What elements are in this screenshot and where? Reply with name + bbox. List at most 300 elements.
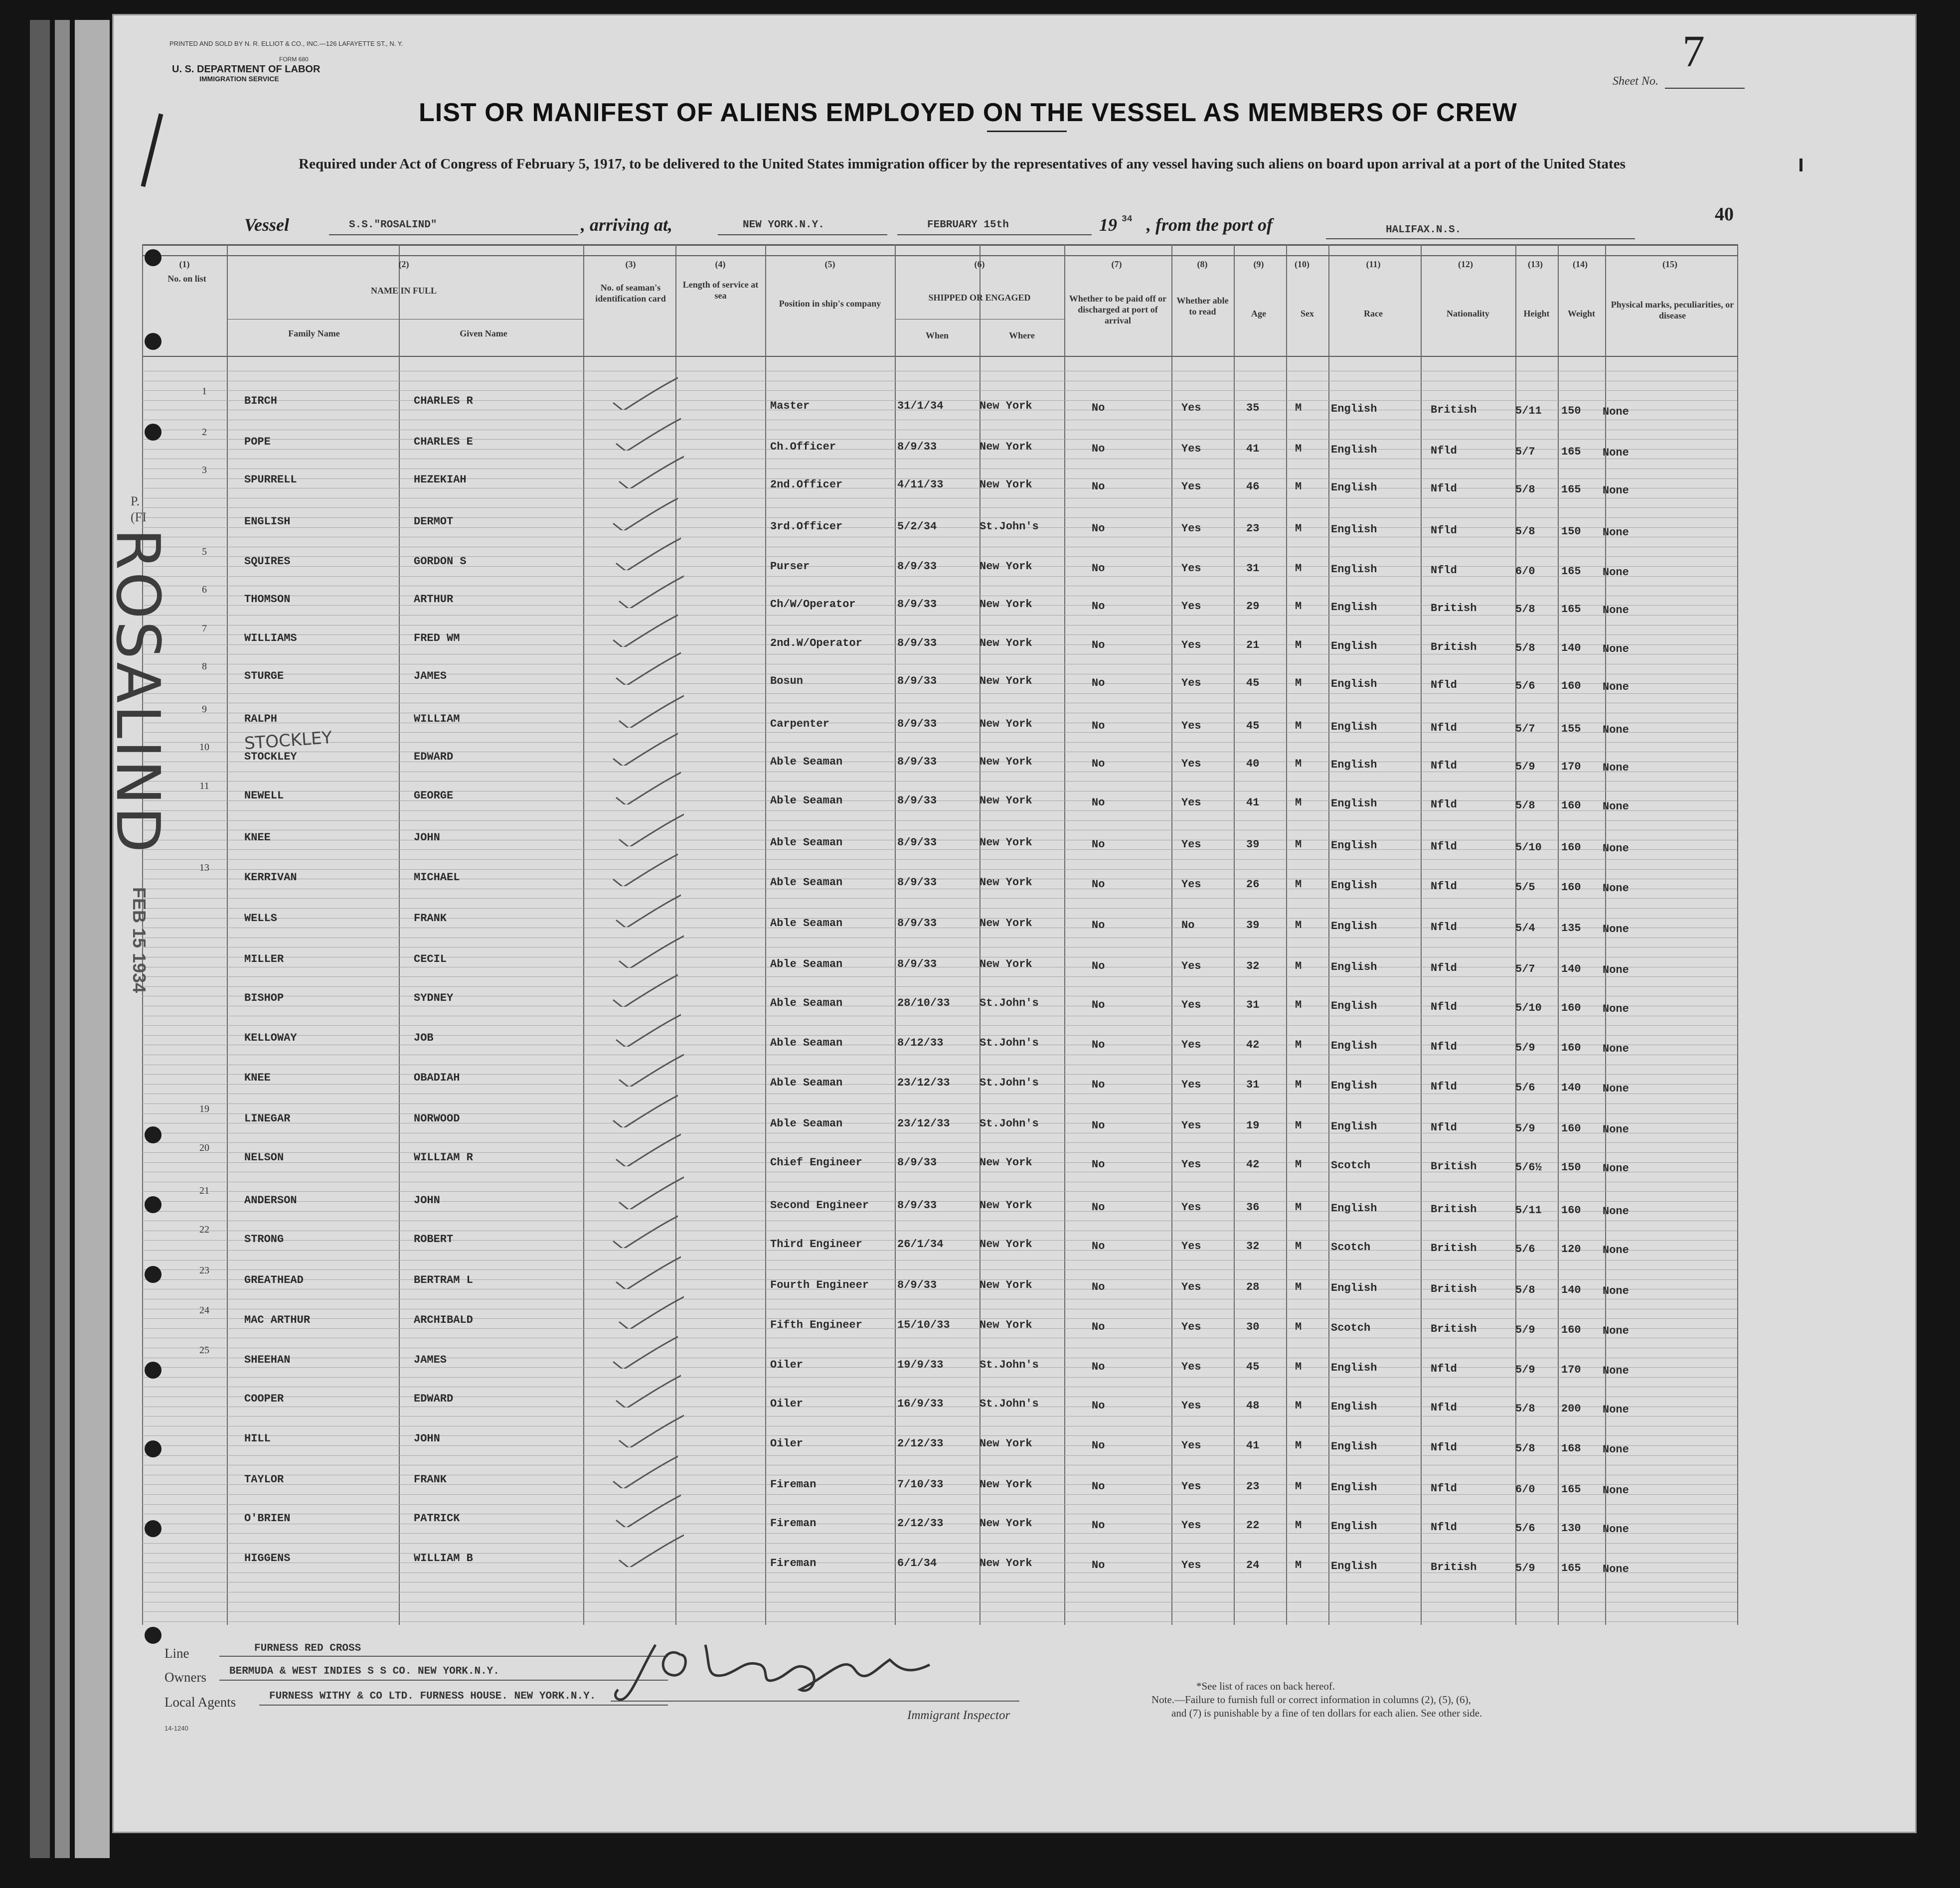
able-to-read-cell: Yes — [1181, 600, 1201, 613]
column-rule — [1737, 244, 1738, 1625]
nationality-cell: Nfld — [1431, 679, 1457, 691]
age-cell: 45 — [1246, 677, 1260, 689]
height-cell: 5/7 — [1515, 963, 1535, 975]
weight-cell: 200 — [1561, 1403, 1581, 1415]
grid-line — [142, 976, 1737, 977]
column-number: (12) — [1458, 259, 1473, 269]
position-cell: Chief Engineer — [770, 1156, 862, 1169]
row-number: 11 — [199, 781, 209, 791]
agents-label: Local Agents — [164, 1695, 236, 1710]
race-cell: English — [1331, 640, 1377, 652]
grid-line — [142, 1074, 1737, 1075]
nationality-cell: Nfld — [1431, 445, 1457, 457]
race-cell: English — [1331, 403, 1377, 415]
sex-cell: M — [1295, 522, 1302, 535]
height-cell: 5/11 — [1515, 1204, 1542, 1217]
column-rule — [1558, 244, 1559, 1625]
nationality-cell: Nfld — [1431, 1081, 1457, 1093]
physical-marks-cell: None — [1603, 1003, 1629, 1015]
column-number: (1) — [179, 259, 190, 269]
able-to-read-cell: Yes — [1181, 562, 1201, 575]
age-cell: 30 — [1246, 1321, 1260, 1333]
check-mark — [609, 1512, 684, 1567]
given-name-cell: EDWARD — [414, 751, 454, 763]
footnote-penalty-cont: and (7) is punishable by a fine of ten dollars for each alien. See other side. — [1171, 1707, 1482, 1719]
paid-off-cell: No — [1092, 1039, 1105, 1051]
paid-off-cell: No — [1092, 639, 1105, 651]
position-cell: 2nd.W/Operator — [770, 637, 862, 649]
grid-line — [142, 1553, 1737, 1554]
column-header: Length of service at sea — [682, 280, 759, 301]
paid-off-cell: No — [1092, 522, 1105, 535]
column-subheader: Given Name — [460, 328, 507, 338]
position-cell: Able Seaman — [770, 997, 843, 1009]
given-name-cell: JOHN — [414, 1432, 440, 1445]
given-name-cell: JOHN — [414, 831, 440, 844]
shipped-where-cell: New York — [980, 794, 1032, 807]
paid-off-cell: No — [1092, 720, 1105, 732]
grid-line — [142, 634, 1737, 635]
family-name-cell: HILL — [244, 1432, 271, 1445]
able-to-read-cell: Yes — [1181, 480, 1201, 493]
punch-hole — [145, 249, 162, 266]
race-cell: Scotch — [1331, 1241, 1371, 1254]
grid-line — [142, 517, 1737, 518]
physical-marks-cell: None — [1603, 762, 1629, 774]
sex-cell: M — [1295, 1039, 1302, 1051]
margin-mark — [1799, 158, 1802, 171]
shipped-where-cell: New York — [980, 718, 1032, 730]
given-name-cell: DERMOT — [414, 515, 454, 528]
given-name-cell: NORWOOD — [414, 1112, 460, 1125]
able-to-read-cell: Yes — [1181, 1559, 1201, 1572]
row-number: 25 — [199, 1345, 209, 1356]
able-to-read-cell: Yes — [1181, 960, 1201, 972]
column-rule — [583, 244, 584, 1625]
position-cell: Oiler — [770, 1359, 804, 1371]
vessel-underline — [329, 234, 578, 235]
sex-cell: M — [1295, 720, 1302, 732]
from-underline — [1326, 238, 1635, 239]
column-rule — [1171, 244, 1172, 1625]
physical-marks-cell: None — [1603, 526, 1629, 539]
age-cell: 41 — [1246, 1439, 1260, 1452]
position-cell: Able Seaman — [770, 958, 843, 970]
family-name-cell: ANDERSON — [244, 1194, 297, 1207]
grid-line — [142, 1543, 1737, 1544]
sex-cell: M — [1295, 562, 1302, 575]
age-cell: 28 — [1246, 1281, 1260, 1293]
column-number: (6) — [974, 259, 985, 269]
given-name-cell: GEORGE — [414, 789, 454, 802]
grid-line — [142, 1621, 1737, 1622]
physical-marks-cell: None — [1603, 923, 1629, 936]
sex-cell: M — [1295, 1439, 1302, 1452]
sheet-edge — [55, 20, 70, 1858]
weight-cell: 165 — [1561, 1562, 1581, 1574]
given-name-cell: FRANK — [414, 1473, 447, 1486]
able-to-read-cell: Yes — [1181, 1361, 1201, 1373]
shipped-when-cell: 4/11/33 — [897, 478, 944, 491]
able-to-read-cell: Yes — [1181, 1039, 1201, 1051]
age-cell: 45 — [1246, 720, 1260, 732]
grid-line — [142, 986, 1737, 987]
race-cell: English — [1331, 920, 1377, 933]
nationality-cell: Nfld — [1431, 1121, 1457, 1134]
able-to-read-cell: Yes — [1181, 758, 1201, 770]
paid-off-cell: No — [1092, 960, 1105, 972]
sex-cell: M — [1295, 1400, 1302, 1412]
grid-line — [142, 1377, 1737, 1378]
nationality-cell: British — [1431, 1323, 1477, 1335]
date-stamp: FEB 15 1934 — [129, 887, 150, 993]
inspector-label: Immigrant Inspector — [907, 1709, 1010, 1722]
weight-cell: 160 — [1561, 881, 1581, 894]
position-cell: Ch.Officer — [770, 441, 836, 453]
sex-cell: M — [1295, 1281, 1302, 1293]
grid-line — [142, 1504, 1737, 1505]
shipped-where-cell: New York — [980, 560, 1032, 573]
race-cell: English — [1331, 1401, 1377, 1413]
height-cell: 5/9 — [1515, 1122, 1535, 1135]
inspector-signature — [611, 1625, 960, 1712]
height-cell: 5/7 — [1515, 446, 1535, 458]
weight-cell: 165 — [1561, 565, 1581, 578]
column-number: (4) — [715, 259, 726, 269]
grid-line — [142, 849, 1737, 850]
nationality-cell: Nfld — [1431, 524, 1457, 537]
paid-off-cell: No — [1092, 1158, 1105, 1171]
service: IMMIGRATION SERVICE — [199, 75, 279, 83]
race-cell: English — [1331, 481, 1377, 494]
column-number: (11) — [1366, 259, 1381, 269]
age-cell: 39 — [1246, 838, 1260, 851]
nationality-cell: British — [1431, 1203, 1477, 1216]
shipped-when-cell: 8/9/33 — [897, 1156, 937, 1169]
given-name-cell: BERTRAM L — [414, 1274, 473, 1286]
page-subtitle: Required under Act of Congress of February 5, 1917, to be delivered to the United States immigration officer by the representatives of any vessel having such aliens on board upon arrival at a port of the United States — [299, 156, 1626, 172]
column-number: (10) — [1295, 259, 1309, 269]
height-cell: 5/6 — [1515, 1082, 1535, 1094]
paid-off-cell: No — [1092, 1321, 1105, 1333]
sex-cell: M — [1295, 1240, 1302, 1253]
weight-cell: 140 — [1561, 1284, 1581, 1296]
from-label: , from the port of — [1146, 215, 1273, 235]
family-name-cell: NEWELL — [244, 789, 284, 802]
age-cell: 21 — [1246, 639, 1260, 651]
physical-marks-cell: None — [1603, 1325, 1629, 1337]
nationality-cell: British — [1431, 1160, 1477, 1173]
grid-line — [142, 1533, 1737, 1534]
grid-line — [142, 1279, 1737, 1280]
sex-cell: M — [1295, 1201, 1302, 1214]
shipped-where-cell: St.John's — [980, 997, 1039, 1009]
grid-line — [142, 742, 1737, 743]
column-rule — [1286, 244, 1287, 1625]
grid-line — [142, 1113, 1737, 1114]
weight-cell: 140 — [1561, 1082, 1581, 1094]
nationality-cell: Nfld — [1431, 880, 1457, 893]
given-name-cell: ARTHUR — [414, 593, 454, 606]
row-number: 10 — [199, 742, 209, 753]
nationality-cell: British — [1431, 641, 1477, 653]
able-to-read-cell: Yes — [1181, 720, 1201, 732]
shipped-when-cell: 8/9/33 — [897, 441, 937, 453]
arrival-date: FEBRUARY 15th — [927, 219, 1009, 231]
weight-cell: 150 — [1561, 525, 1581, 538]
row-number: 23 — [199, 1265, 209, 1276]
weight-cell: 135 — [1561, 922, 1581, 935]
column-header: Height — [1523, 309, 1550, 318]
column-rule — [1234, 244, 1235, 1625]
race-cell: English — [1331, 1560, 1377, 1573]
row-number: 13 — [199, 862, 209, 873]
race-cell: English — [1331, 1120, 1377, 1133]
arriving-port: NEW YORK.N.Y. — [743, 219, 824, 231]
shipped-where-cell: New York — [980, 675, 1032, 687]
signature-underline — [611, 1701, 1019, 1702]
family-name-cell: RALPH — [244, 713, 278, 725]
physical-marks-cell: None — [1603, 1365, 1629, 1377]
race-cell: English — [1331, 523, 1377, 536]
family-name-cell: SHEEHAN — [244, 1354, 291, 1366]
year-suffix: 34 — [1122, 214, 1133, 224]
able-to-read-cell: Yes — [1181, 1201, 1201, 1214]
weight-cell: 160 — [1561, 1002, 1581, 1014]
punch-hole — [145, 424, 162, 441]
age-cell: 24 — [1246, 1559, 1260, 1572]
race-cell: English — [1331, 444, 1377, 456]
agents-underline — [259, 1705, 668, 1706]
able-to-read-cell: Yes — [1181, 1439, 1201, 1452]
age-cell: 45 — [1246, 1361, 1260, 1373]
shipped-where-cell: New York — [980, 876, 1032, 889]
shipped-when-cell: 2/12/33 — [897, 1437, 944, 1450]
grid-line — [142, 644, 1737, 645]
family-name-cell: ENGLISH — [244, 515, 291, 528]
able-to-read-cell: Yes — [1181, 1158, 1201, 1171]
nationality-cell: Nfld — [1431, 921, 1457, 934]
race-cell: English — [1331, 879, 1377, 892]
family-name-cell: MAC ARTHUR — [244, 1314, 311, 1326]
height-cell: 5/8 — [1515, 525, 1535, 538]
given-name-cell: ROBERT — [414, 1233, 454, 1246]
nationality-cell: Nfld — [1431, 722, 1457, 734]
position-cell: Second Engineer — [770, 1199, 869, 1212]
height-cell: 5/11 — [1515, 405, 1542, 417]
age-cell: 31 — [1246, 1079, 1260, 1091]
physical-marks-cell: None — [1603, 1484, 1629, 1497]
shipped-when-cell: 8/9/33 — [897, 756, 937, 768]
shipped-when-cell: 26/1/34 — [897, 1238, 944, 1251]
column-header: Weight — [1567, 309, 1595, 318]
column-number: (15) — [1662, 259, 1677, 269]
weight-cell: 140 — [1561, 963, 1581, 975]
physical-marks-cell: None — [1603, 643, 1629, 655]
height-cell: 5/8 — [1515, 799, 1535, 812]
height-cell: 5/10 — [1515, 841, 1542, 854]
physical-marks-cell: None — [1603, 1404, 1629, 1416]
grid-line — [142, 1035, 1737, 1036]
physical-marks-cell: None — [1603, 1523, 1629, 1536]
paid-off-cell: No — [1092, 1361, 1105, 1373]
weight-cell: 160 — [1561, 1204, 1581, 1217]
family-name-cell: KERRIVAN — [244, 871, 297, 884]
given-name-cell: MICHAEL — [414, 871, 460, 884]
age-cell: 31 — [1246, 562, 1260, 575]
age-cell: 36 — [1246, 1201, 1260, 1214]
column-header: No. of seaman's identification card — [595, 283, 666, 304]
grid-line — [142, 781, 1737, 782]
paid-off-cell: No — [1092, 1079, 1105, 1091]
weight-cell: 160 — [1561, 680, 1581, 692]
age-cell: 42 — [1246, 1158, 1260, 1171]
owners-underline — [219, 1680, 668, 1681]
able-to-read-cell: Yes — [1181, 796, 1201, 809]
height-cell: 5/8 — [1515, 642, 1535, 654]
shipped-when-cell: 8/9/33 — [897, 876, 937, 889]
arriving-label: , arriving at, — [581, 215, 673, 235]
line-underline — [219, 1656, 668, 1657]
family-name-cell: WELLS — [244, 912, 278, 925]
grid-line — [142, 605, 1737, 606]
physical-marks-cell: None — [1603, 1285, 1629, 1297]
column-number: (7) — [1111, 259, 1122, 269]
grid-line — [142, 1201, 1737, 1202]
physical-marks-cell: None — [1603, 566, 1629, 579]
shipped-when-cell: 8/9/33 — [897, 718, 937, 730]
shipped-where-cell: New York — [980, 958, 1032, 970]
shipped-when-cell: 2/12/33 — [897, 1517, 944, 1530]
column-number: (8) — [1197, 259, 1208, 269]
grid-line — [142, 1494, 1737, 1495]
sex-cell: M — [1295, 1119, 1302, 1132]
grid-line — [142, 1269, 1737, 1270]
shipped-where-cell: New York — [980, 1279, 1032, 1291]
age-cell: 26 — [1246, 878, 1260, 891]
race-cell: English — [1331, 961, 1377, 973]
shipped-when-cell: 8/9/33 — [897, 794, 937, 807]
grid-line — [142, 820, 1737, 821]
family-name-cell: KNEE — [244, 831, 271, 844]
given-name-cell: JAMES — [414, 1354, 447, 1366]
paid-off-cell: No — [1092, 838, 1105, 851]
family-name-cell: O'BRIEN — [244, 1512, 291, 1525]
family-name-cell: HIGGENS — [244, 1552, 291, 1565]
paid-off-cell: No — [1092, 1519, 1105, 1532]
row-number: 20 — [199, 1142, 209, 1153]
vessel-stamp: ROSALIND — [103, 528, 172, 855]
column-rule — [227, 244, 228, 1625]
sex-cell: M — [1295, 838, 1302, 851]
given-name-cell: PATRICK — [414, 1512, 460, 1525]
age-cell: 48 — [1246, 1400, 1260, 1412]
family-name-cell: POPE — [244, 436, 271, 448]
footnote-penalty: Note.—Failure to furnish full or correct information in columns (2), (5), (6), — [1151, 1694, 1471, 1706]
shipped-when-cell: 8/9/33 — [897, 560, 937, 573]
grid-line — [142, 439, 1737, 440]
column-number: (2) — [398, 259, 409, 269]
age-cell: 41 — [1246, 443, 1260, 455]
race-cell: Scotch — [1331, 1322, 1371, 1334]
height-cell: 5/9 — [1515, 1562, 1535, 1574]
footnotes — [1151, 1680, 1482, 1720]
given-name-cell: FRANK — [414, 912, 447, 925]
sex-cell: M — [1295, 480, 1302, 493]
shipped-where-cell: New York — [980, 917, 1032, 930]
row-number: 9 — [202, 704, 207, 715]
family-name-cell: STOCKLEY — [244, 751, 297, 763]
shipped-where-cell: St.John's — [980, 520, 1039, 533]
row-number: 22 — [199, 1224, 209, 1235]
column-rule — [1328, 244, 1329, 1625]
punch-hole — [145, 333, 162, 350]
race-cell: English — [1331, 759, 1377, 771]
family-name-cell: WILLIAMS — [244, 632, 297, 644]
column-rule — [1064, 244, 1065, 1625]
nationality-cell: British — [1431, 602, 1477, 615]
shipped-where-cell: St.John's — [980, 1117, 1039, 1130]
given-name-cell: GORDON S — [414, 555, 467, 568]
column-number: (9) — [1253, 259, 1264, 269]
sheet-edge — [75, 20, 110, 1858]
column-number: (13) — [1528, 259, 1543, 269]
punch-hole — [145, 1126, 162, 1143]
column-rule — [1421, 244, 1422, 1625]
able-to-read-cell: Yes — [1181, 1480, 1201, 1493]
sex-cell: M — [1295, 1321, 1302, 1333]
race-cell: English — [1331, 1520, 1377, 1533]
grid-line — [142, 1455, 1737, 1456]
race-cell: English — [1331, 721, 1377, 733]
nationality-cell: Nfld — [1431, 1001, 1457, 1013]
grid-line — [142, 615, 1737, 616]
weight-cell: 150 — [1561, 1161, 1581, 1174]
position-cell: 2nd.Officer — [770, 478, 843, 491]
grid-line — [142, 1435, 1737, 1436]
height-cell: 5/8 — [1515, 603, 1535, 616]
family-name-cell: SPURRELL — [244, 473, 297, 486]
position-cell: Fireman — [770, 1478, 817, 1491]
table-top-rule — [142, 244, 1737, 246]
weight-cell: 165 — [1561, 603, 1581, 616]
paid-off-cell: No — [1092, 677, 1105, 689]
family-name-cell: MILLER — [244, 953, 284, 965]
position-cell: Able Seaman — [770, 836, 843, 849]
shipped-when-cell: 8/9/33 — [897, 917, 937, 930]
family-name-cell: STRONG — [244, 1233, 284, 1246]
race-cell: English — [1331, 839, 1377, 852]
weight-cell: 168 — [1561, 1442, 1581, 1455]
column-header: SHIPPED OR ENGAGED — [928, 293, 1031, 303]
grid-line — [142, 869, 1737, 870]
shipped-when-cell: 15/10/33 — [897, 1319, 950, 1331]
column-rule — [895, 244, 896, 1625]
physical-marks-cell: None — [1603, 681, 1629, 693]
position-cell: Fifth Engineer — [770, 1319, 862, 1331]
from-port: HALIFAX.N.S. — [1386, 224, 1462, 236]
family-name-cell: COOPER — [244, 1393, 284, 1405]
vessel-label: Vessel — [244, 215, 289, 235]
able-to-read-cell: Yes — [1181, 1079, 1201, 1091]
shipped-where-cell: St.John's — [980, 1037, 1039, 1049]
given-name-cell: WILLIAM — [414, 713, 460, 725]
shipped-when-cell: 8/9/33 — [897, 1279, 937, 1291]
able-to-read-cell: Yes — [1181, 999, 1201, 1011]
position-cell: Master — [770, 400, 810, 412]
shipped-when-cell: 8/9/33 — [897, 836, 937, 849]
row-number: 6 — [202, 584, 207, 595]
